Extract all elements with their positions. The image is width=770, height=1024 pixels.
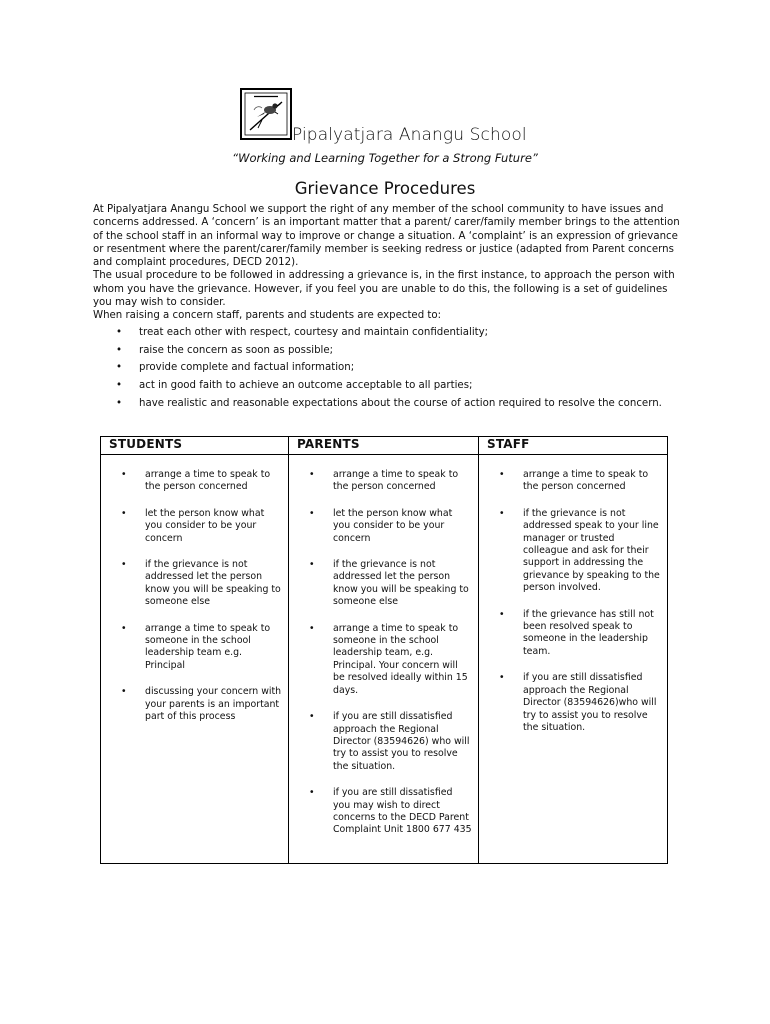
school-motto: “Working and Learning Together for a Strong Future” [232,151,538,165]
school-logo [240,88,292,140]
list-item: • if the grievance is not addressed speak to your line manager or trusted colleague and ask for their support in addressing the grievance by speaking to the person involved. [499,507,660,594]
bullet-icon: • [499,672,505,684]
list-item: • if the grievance is not addressed let the person know you will be speaking to someone else [309,559,469,608]
bullet-icon: • [116,362,123,374]
bullet-icon: • [121,622,127,634]
expectation-item: • provide complete and factual information; [116,362,355,374]
bullet-icon: • [309,711,315,723]
list-item: • discussing your concern with your parents is an important part of this process [121,686,282,723]
bullet-icon: • [121,469,127,480]
expectations-list [114,326,674,414]
document-title: Grievance Procedures [294,179,476,198]
header-students: STUDENTS [101,437,289,455]
bullet-icon: • [309,507,315,519]
table-header-row [101,437,668,455]
expectation-item: • raise the concern as soon as possible; [116,344,334,356]
procedures-table [100,436,668,864]
bullet-icon: • [121,559,127,571]
bullet-icon: • [116,397,123,409]
table-row [101,455,668,864]
intro-paragraph-3: When raising a concern staff, parents and students are expected to: [93,310,442,322]
expectation-item: • have realistic and reasonable expectations about the course of action required to resolve the concern. [116,397,662,409]
staff-steps [479,469,667,734]
bullet-icon: • [309,787,315,799]
staff-cell [479,455,668,864]
school-name: Pipalyatjara Anangu School [292,125,527,145]
bullet-icon: • [121,507,127,519]
students-steps [101,469,288,724]
list-item: • if you are still dissatisfied you may wish to direct concerns to the DECD Parent Complaint Unit 1800 677 435 [309,787,472,836]
intro-paragraph-1: At Pipalyatjara Anangu School we support the right of any member of the school community to have issues and concerns addressed. A ‘concern’ is an important matter that a parent/ carer/family member brings to the attention of the school staff in an informal way to improve or change a situation. A ‘complaint’ is an expression of grievance or resentment where the parent/carer/family member is seeking redress or justice (adapted from Parent concerns and complaint procedures, DECD 2012). [93,204,680,269]
bullet-icon: • [499,507,505,519]
list-item: • arrange a time to speak to the person concerned [499,469,649,493]
list-item: • if you are still dissatisfied approach the Regional Director (83594626)who will try to assist you to resolve the situation. [499,672,657,733]
list-item: • arrange a time to speak to the person concerned [121,469,271,493]
parents-cell [289,455,479,864]
bullet-icon: • [499,608,505,620]
bullet-icon: • [116,380,123,392]
list-item: • if the grievance has still not been resolved speak to someone in the leadership team. [499,608,654,657]
intro-paragraph-2: The usual procedure to be followed in addressing a grievance is, in the first instance, to approach the person with whom you have the grievance. However, if you feel you are unable to do this, the following is a set of guidelines you may wish to consider. [93,270,675,309]
bird-on-branch-icon [242,90,290,138]
bullet-icon: • [121,686,127,698]
bullet-icon: • [116,344,123,356]
bullet-icon: • [499,469,505,480]
bullet-icon: • [309,469,315,480]
header-parents: PARENTS [289,437,479,455]
expectation-item: • treat each other with respect, courtesy and maintain confidentiality; [116,327,489,338]
list-item: • if the grievance is not addressed let the person know you will be speaking to someone else [121,559,281,608]
list-item: • let the person know what you consider to be your concern [309,507,453,544]
list-item: • arrange a time to speak to someone in the school leadership team, e.g. Principal. Your concern will be resolved ideally within 15 days. [309,622,468,696]
list-item: • if you are still dissatisfied approach the Regional Director (83594626) who will try to assist you to resolve the situation. [309,711,470,772]
students-cell [101,455,289,864]
list-item: • arrange a time to speak to someone in the school leadership team e.g. Principal [121,622,271,671]
expectation-item: • act in good faith to achieve an outcome acceptable to all parties; [116,380,473,392]
intro-text [93,203,683,323]
bullet-icon: • [309,622,315,634]
parents-steps [289,469,478,837]
list-item: • let the person know what you consider to be your concern [121,507,265,544]
list-item: • arrange a time to speak to the person concerned [309,469,459,493]
bullet-icon: • [116,327,123,338]
header-staff: STAFF [479,437,668,455]
bullet-icon: • [309,559,315,571]
